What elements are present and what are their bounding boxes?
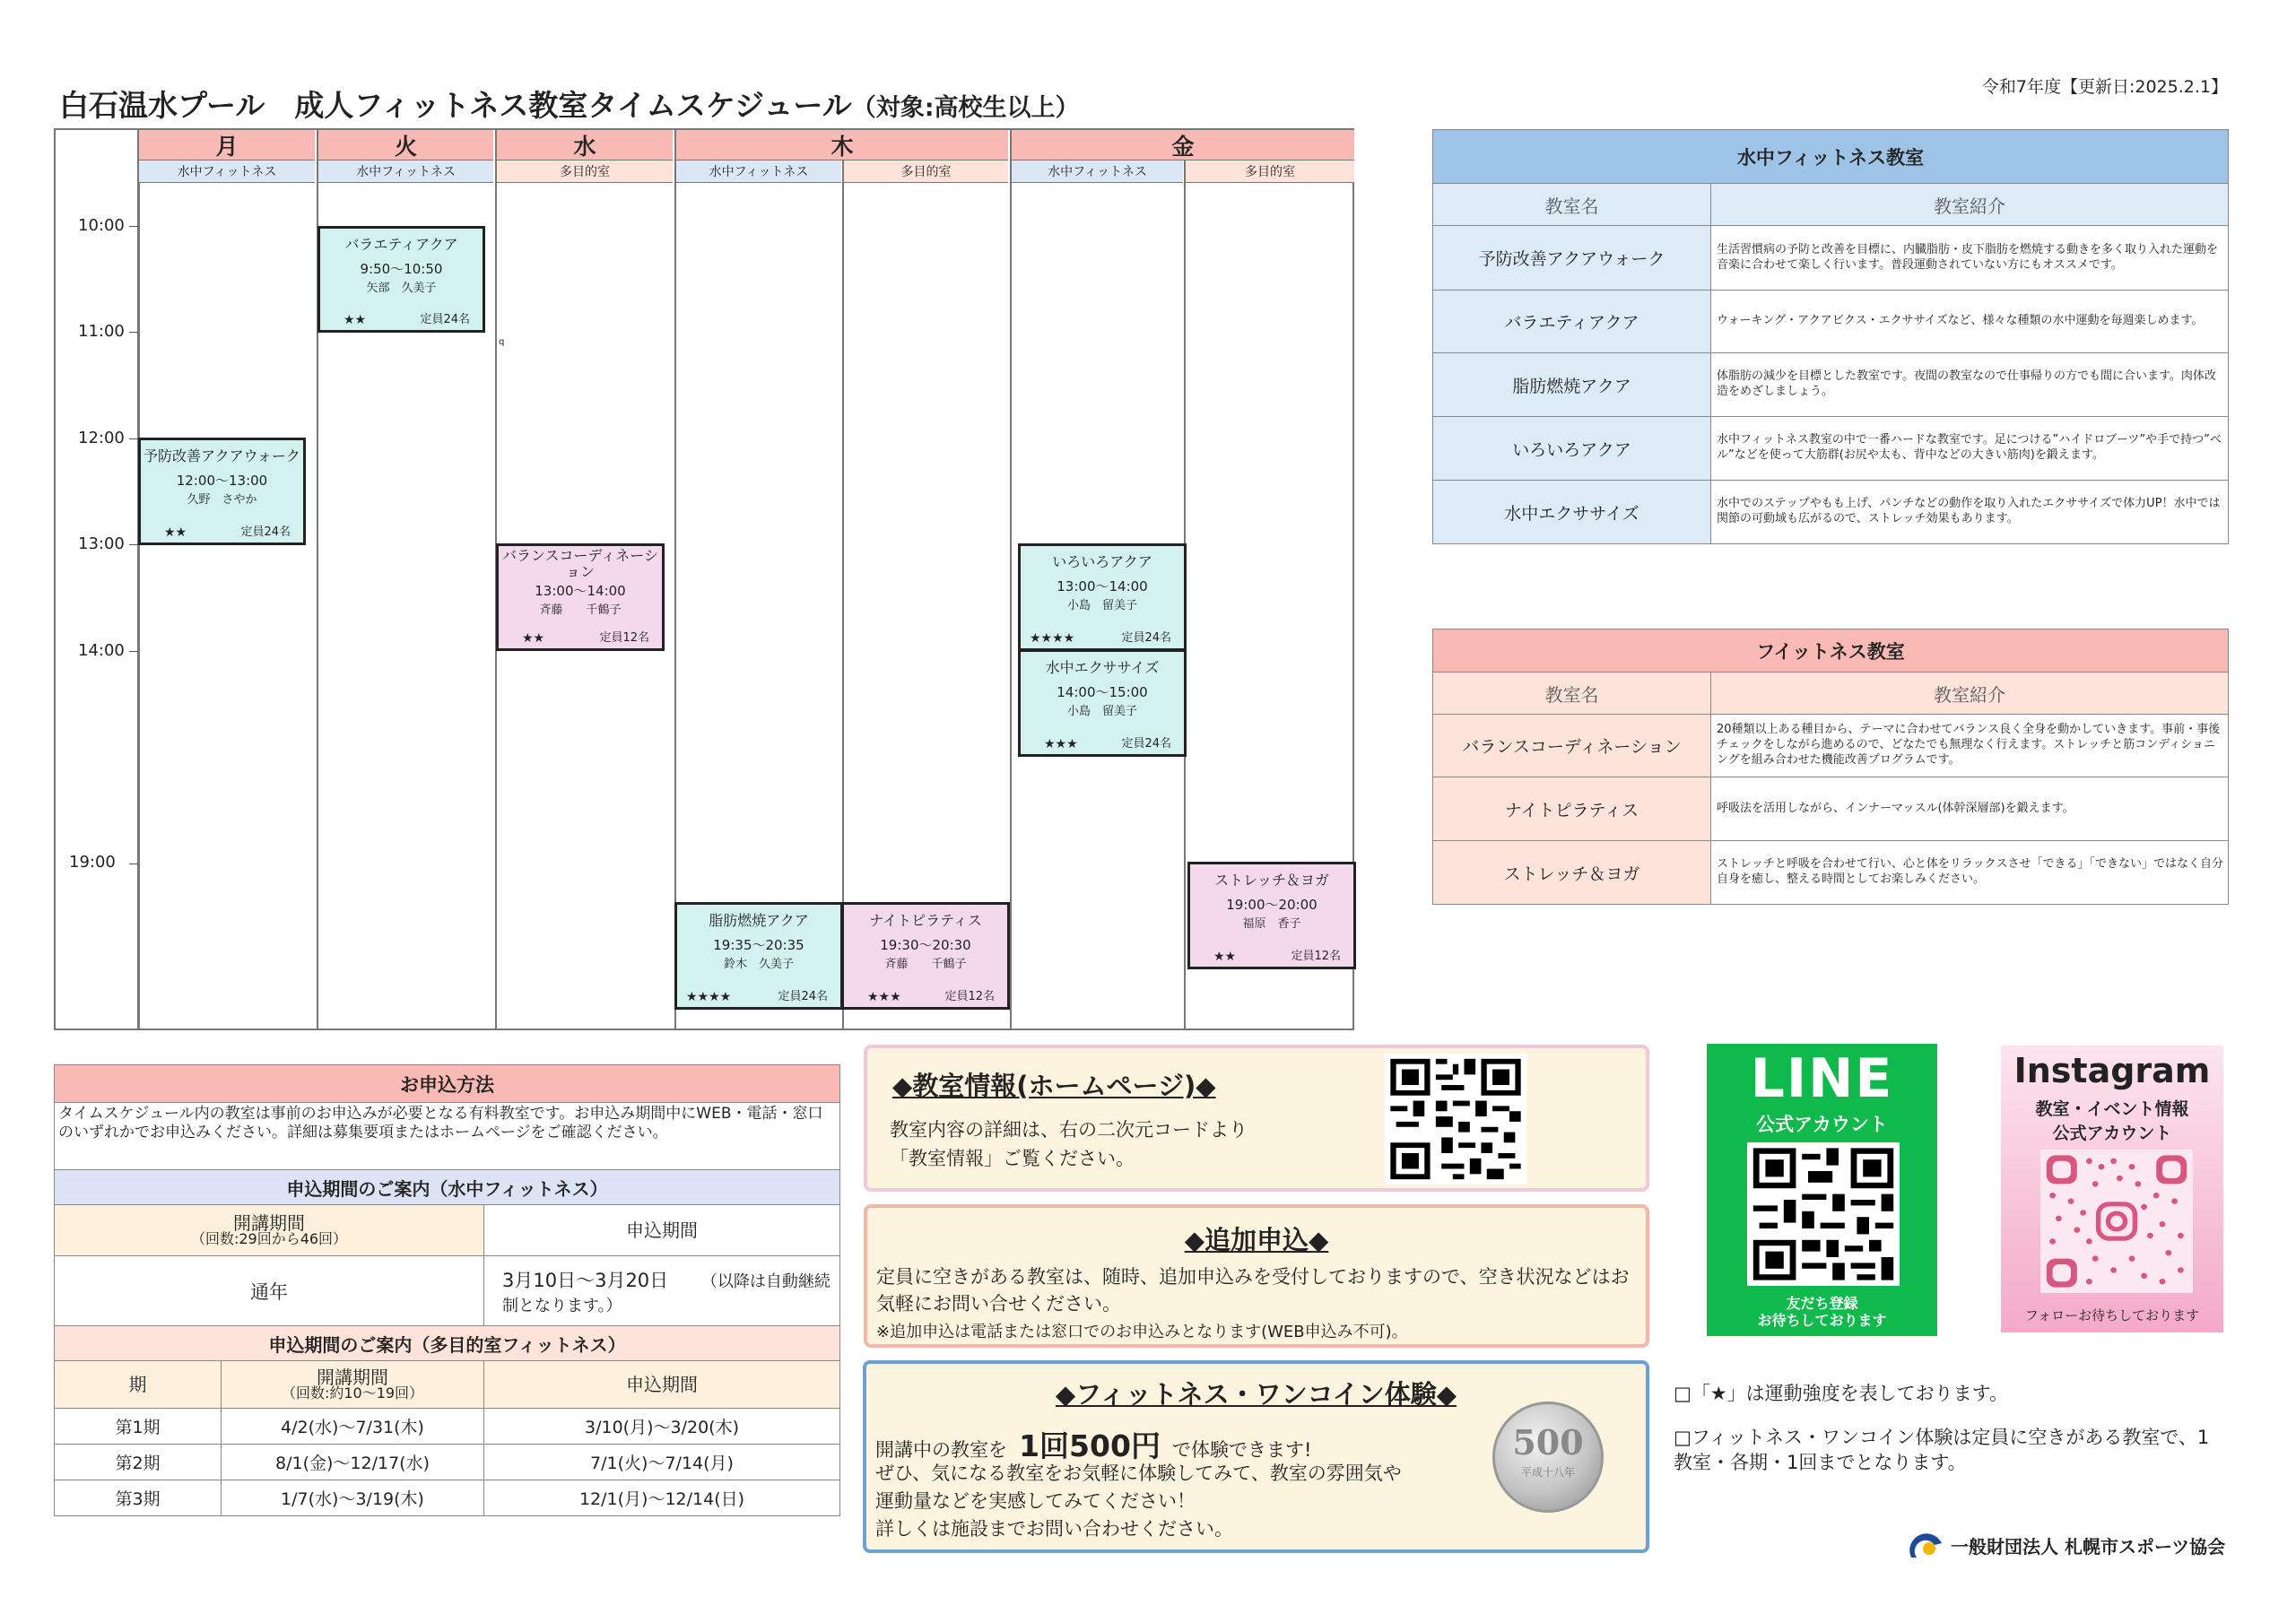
apply-aqua-col2: 申込期間 — [484, 1205, 840, 1256]
sub-header-thu-multi: 多目的室 — [844, 161, 1008, 183]
aqua-table-title: 水中フィットネス教室 — [1433, 130, 2229, 184]
class-stars: ★★ — [164, 525, 187, 540]
apply-multi-section: 申込期間のご案内（多目的室フィットネス） — [55, 1326, 840, 1361]
class-name: バラエティアクア — [344, 236, 458, 253]
fitness-class-table — [1432, 629, 2229, 905]
class-capacity: 定員12名 — [599, 630, 649, 645]
line-footer — [1707, 1295, 1937, 1329]
aqua-col-name: 教室名 — [1433, 184, 1711, 226]
class-instructor: 斉藤 千鶴子 — [884, 957, 967, 971]
class-instructor: 小島 留美子 — [1066, 598, 1137, 612]
coin-500-icon — [1492, 1402, 1604, 1513]
time-tick — [129, 332, 138, 333]
sub-header-tue: 水中フィットネス — [318, 161, 493, 183]
time-label-1300: 13:00 — [78, 534, 125, 553]
class-capacity: 定員24名 — [778, 989, 828, 1003]
time-tick — [129, 544, 138, 545]
class-stars: ★★★ — [867, 989, 901, 1004]
class-time: 12:00～13:00 — [176, 473, 268, 489]
class-stars: ★★ — [1213, 949, 1237, 964]
apply-body: タイムスケジュール内の教室は事前のお申込みが必要となる有料教室です。お申込み期間中にWEB・電話・窓口のいずれかでお申込みください。詳細は募集要項またはホームページをご確認ください。 — [55, 1103, 840, 1170]
fitness-col-name: 教室名 — [1433, 673, 1711, 715]
class-stars: ★★ — [344, 312, 367, 327]
class-card-aqua-walk[interactable] — [138, 438, 306, 545]
apply-aqua-col1 — [55, 1205, 484, 1256]
grid-line — [1010, 130, 1012, 1029]
class-name: 脂肪燃焼アクア — [709, 912, 809, 929]
class-stars: ★★★★ — [1030, 630, 1075, 646]
fitness-col-desc: 教室紹介 — [1711, 673, 2229, 715]
one-coin-text-3: 詳しくは施設までお問い合わせください。 — [875, 1518, 1233, 1540]
day-header-wed: 水 — [497, 130, 673, 161]
class-capacity: 定員24名 — [420, 312, 470, 326]
schedule-grid — [54, 128, 1354, 1030]
line-footer-2: お待ちしております — [1757, 1312, 1887, 1330]
update-date: 令和7年度【更新日:2025.2.1】 — [1981, 77, 2228, 97]
aqua-row-name: 水中エクササイズ — [1433, 481, 1711, 544]
class-card-iroiro-aqua[interactable] — [1018, 543, 1187, 651]
class-name: 予防改善アクアウォーク — [144, 447, 300, 464]
fitness-row-desc: ストレッチと呼吸を合わせて行い、心と体をリラックスさせ「できる」「できない」ではなく自分自身を癒し、整える時間としてお楽しみください。 — [1711, 841, 2229, 905]
one-coin-price: 1回500円 — [1019, 1428, 1161, 1463]
class-instructor: 小島 留美子 — [1066, 704, 1137, 718]
instagram-official-card[interactable] — [2001, 1046, 2223, 1332]
class-instructor: 矢部 久美子 — [366, 281, 437, 295]
apply-window: 12/1(月)～12/14(日) — [484, 1480, 840, 1516]
sub-header-wed: 多目的室 — [497, 161, 673, 183]
homepage-text-1: 教室内容の詳細は、右の二次元コードより — [890, 1119, 1248, 1141]
fitness-table-title: フイットネス教室 — [1433, 629, 2229, 673]
class-time: 19:35～20:35 — [713, 937, 804, 953]
fitness-row-desc: 呼吸法を活用しながら、インナーマッスル(体幹深層部)を鍛えます。 — [1711, 777, 2229, 841]
class-name: いろいろアクア — [1052, 553, 1152, 570]
class-capacity: 定員12名 — [1291, 949, 1341, 963]
grid-line — [674, 130, 676, 1029]
class-name: 水中エクササイズ — [1045, 659, 1160, 676]
aqua-row-desc: 水中フィットネス教室の中で一番ハードな教室です。足につける”ハイドロブーツ”や手で持つ”ベル”などを使って大筋群(お尻や太も、背中などの大きい筋肉)を鍛えます。 — [1711, 417, 2229, 481]
sub-header-fri-multi: 多目的室 — [1186, 161, 1354, 183]
class-card-variety-aqua[interactable] — [317, 226, 485, 333]
sub-header-fri-aqua: 水中フィットネス — [1012, 161, 1183, 183]
additional-apply-text: 定員に空きがある教室は、随時、追加申込みを受付しておりますので、空き状況などはお気軽にお問い合せください。 — [876, 1266, 1630, 1315]
fitness-row-name: バランスコーディネーション — [1433, 715, 1711, 777]
time-label-1900: 19:00 — [69, 853, 116, 872]
line-footer-1: 友だち登録 — [1786, 1295, 1858, 1312]
one-coin-title: ◆フィットネス・ワンコイン体験◆ — [1055, 1379, 1457, 1410]
aqua-row-desc: 水中でのステップやもも上げ、パンチなどの動作を取り入れたエクササイズで体力UP！水中では関節の可動域も広がるので、ストレッチ効果もあります。 — [1711, 481, 2229, 544]
note-stars: □「★」は運動強度を表しております。 — [1674, 1383, 2008, 1404]
instagram-label-2: 公式アカウント — [2052, 1124, 2172, 1143]
time-tick — [129, 226, 138, 227]
one-coin-lead: 開講中の教室を — [875, 1439, 1007, 1461]
aqua-row-name: 脂肪燃焼アクア — [1433, 353, 1711, 417]
time-label-1000: 10:00 — [78, 216, 125, 235]
class-capacity: 定員12名 — [944, 989, 995, 1003]
class-name: ナイトピラティス — [869, 912, 982, 929]
page-title-main: 白石温水プール 成人フィットネス教室タイムスケジュール — [59, 88, 852, 123]
grid-line — [842, 130, 844, 1029]
page-title — [59, 82, 1080, 125]
class-instructor: 久野 さやか — [187, 492, 257, 507]
apply-title: お申込方法 — [55, 1065, 840, 1103]
time-label-1200: 12:00 — [78, 429, 125, 447]
time-label-1100: 11:00 — [78, 322, 125, 341]
page-title-suffix: （対象:高校生以上） — [851, 94, 1080, 122]
fitness-row-desc: 20種類以上ある種目から、テーマに合わせてバランス良く全身を動かしていきます。事前・事後チェックをしながら進めるので、どなたでも無理なく行えます。ストレッチと筋コンディショニングを組み合わせた機能改善プログラムです。 — [1711, 715, 2229, 777]
class-time: 19:00～20:00 — [1226, 897, 1318, 913]
line-qr-code[interactable] — [1747, 1142, 1900, 1286]
class-card-water-exercise[interactable] — [1018, 649, 1187, 757]
aqua-row-name: 予防改善アクアウォーク — [1433, 226, 1711, 291]
sub-header-thu-aqua: 水中フィットネス — [676, 161, 841, 183]
apply-multi-col2: 申込期間 — [484, 1361, 840, 1409]
aqua-row-name: いろいろアクア — [1433, 417, 1711, 481]
fitness-row-name: ナイトピラティス — [1433, 777, 1711, 841]
apply-term: 第1期 — [55, 1409, 222, 1445]
instagram-qr-code[interactable] — [2040, 1150, 2193, 1293]
class-capacity: 定員24名 — [1121, 736, 1171, 751]
one-coin-trial-box — [863, 1360, 1649, 1553]
aqua-row-desc: 体脂肪の減少を目標とした教室です。夜間の教室なので仕事帰りの方でも間に合います。肉体改造をめざしましょう。 — [1711, 353, 2229, 417]
line-logo: LINE — [1750, 1047, 1894, 1110]
apply-period: 4/2(水)～7/31(木) — [222, 1409, 484, 1445]
apply-multi-col1-note: （回数:約10～19回） — [281, 1384, 424, 1402]
additional-apply-title: ◆追加申込◆ — [1184, 1225, 1329, 1255]
class-capacity: 定員24名 — [240, 525, 291, 539]
homepage-text-2: 「教室情報」ご覧ください。 — [890, 1148, 1135, 1169]
class-capacity: 定員24名 — [1121, 630, 1171, 645]
apply-period: 1/7(水)～3/19(木) — [222, 1480, 484, 1516]
apply-aqua-apply-cell — [484, 1256, 840, 1326]
class-card-fat-burn-aqua[interactable] — [674, 902, 843, 1010]
homepage-title: ◆教室情報(ホームページ)◆ — [892, 1071, 1216, 1101]
one-coin-text-2: 運動量などを実感してみてください！ — [875, 1490, 1196, 1512]
grid-line — [137, 130, 139, 1029]
class-time: 19:30～20:30 — [880, 937, 971, 953]
apply-aqua-section: 申込期間のご案内（水中フィットネス） — [55, 1170, 840, 1205]
apply-aqua-col1-note: （回数:29回から46回） — [190, 1230, 348, 1247]
note-one-coin: □フィットネス・ワンコイン体験は定員に空きがある教室で、1教室・各期・1回までとなります。 — [1674, 1427, 2210, 1474]
class-stars: ★★★★ — [686, 989, 732, 1004]
one-coin-lead-line — [875, 1423, 1311, 1465]
aqua-row-desc: 生活習慣病の予防と改善を目標に、内臓脂肪・皮下脂肪を燃焼する動きを多く取り入れた運動を音楽に合わせて楽しく行います。普段運動されていない方にもオススメです。 — [1711, 226, 2229, 291]
apply-window: 7/1(火)～7/14(月) — [484, 1445, 840, 1480]
aqua-col-desc: 教室紹介 — [1711, 184, 2229, 226]
sub-header-mon: 水中フィットネス — [139, 161, 315, 183]
class-time: 13:00～14:00 — [535, 583, 626, 600]
coin-year: 平成十八年 — [1520, 1466, 1575, 1479]
organization — [1908, 1529, 2225, 1561]
aqua-row-desc: ウォーキング・アクアビクス・エクササイズなど、様々な種類の水中運動を毎週楽しめます。 — [1711, 291, 2229, 353]
homepage-info-box — [864, 1045, 1649, 1192]
apply-term: 第3期 — [55, 1480, 222, 1516]
class-card-stretch-yoga[interactable] — [1187, 862, 1356, 969]
organization-logo-icon — [1908, 1529, 1945, 1561]
coin-face: 500 — [1512, 1422, 1584, 1462]
class-time: 13:00～14:00 — [1057, 578, 1148, 595]
homepage-qr-code[interactable] — [1385, 1054, 1526, 1185]
fitness-row-name: ストレッチ＆ヨガ — [1433, 841, 1711, 905]
day-header-tue: 火 — [318, 130, 493, 161]
class-name: ストレッチ＆ヨガ — [1214, 872, 1329, 889]
class-time: 14:00～15:00 — [1057, 684, 1148, 700]
apply-multi-col0: 期 — [55, 1361, 222, 1409]
apply-term: 第2期 — [55, 1445, 222, 1480]
instagram-footer: フォローお待ちしております — [2024, 1307, 2200, 1324]
additional-apply-note: ※追加申込は電話または窓口でのお申込みとなります(WEB申込み不可)。 — [876, 1323, 1408, 1341]
time-label-1400: 14:00 — [78, 641, 125, 660]
apply-aqua-col1-label: 開講期間 — [233, 1212, 305, 1234]
class-card-balance-coordination[interactable] — [496, 543, 665, 651]
apply-aqua-note: （以降は自動継続制となります。） — [502, 1272, 831, 1315]
instagram-logo: Instagram — [2013, 1051, 2211, 1090]
organization-name: 一般財団法人 札幌市スポーツ協会 — [1951, 1535, 2226, 1558]
day-header-mon: 月 — [139, 130, 315, 161]
day-header-thu: 木 — [676, 130, 1008, 161]
class-instructor: 福原 香子 — [1242, 916, 1301, 931]
class-instructor: 鈴木 久美子 — [723, 957, 794, 971]
class-instructor: 斉藤 千鶴子 — [539, 603, 622, 617]
apply-period: 8/1(金)～12/17(水) — [222, 1445, 484, 1480]
class-stars: ★★ — [522, 630, 545, 646]
apply-window: 3/10(月)～3/20(木) — [484, 1409, 840, 1445]
time-tick — [129, 438, 138, 439]
day-header-fri: 金 — [1012, 130, 1354, 161]
line-official-card[interactable] — [1707, 1044, 1937, 1336]
time-tick — [129, 651, 138, 652]
class-card-night-pilates[interactable] — [841, 902, 1010, 1010]
stray-mark: q — [499, 337, 505, 347]
line-label: 公式アカウント — [1756, 1114, 1888, 1135]
apply-multi-col1-label: 開講期間 — [317, 1367, 388, 1388]
apply-multi-col1 — [222, 1361, 484, 1409]
instagram-label-1: 教室・イベント情報 — [2035, 1099, 2189, 1119]
aqua-row-name: バラエティアクア — [1433, 291, 1711, 353]
class-name: バランスコーディネーション — [502, 547, 658, 580]
application-table — [54, 1064, 840, 1516]
class-time: 9:50～10:50 — [360, 261, 443, 277]
class-stars: ★★★ — [1044, 736, 1078, 751]
aqua-class-table — [1432, 129, 2229, 544]
one-coin-tail: で体験できます! — [1172, 1439, 1312, 1461]
apply-aqua-period: 通年 — [55, 1256, 484, 1326]
apply-aqua-apply: 3月10日～3月20日 — [502, 1269, 669, 1291]
one-coin-text-1: ぜひ、気になる教室をお気軽に体験してみて、教室の雰囲気や — [875, 1462, 1402, 1484]
additional-apply-box — [864, 1204, 1649, 1348]
